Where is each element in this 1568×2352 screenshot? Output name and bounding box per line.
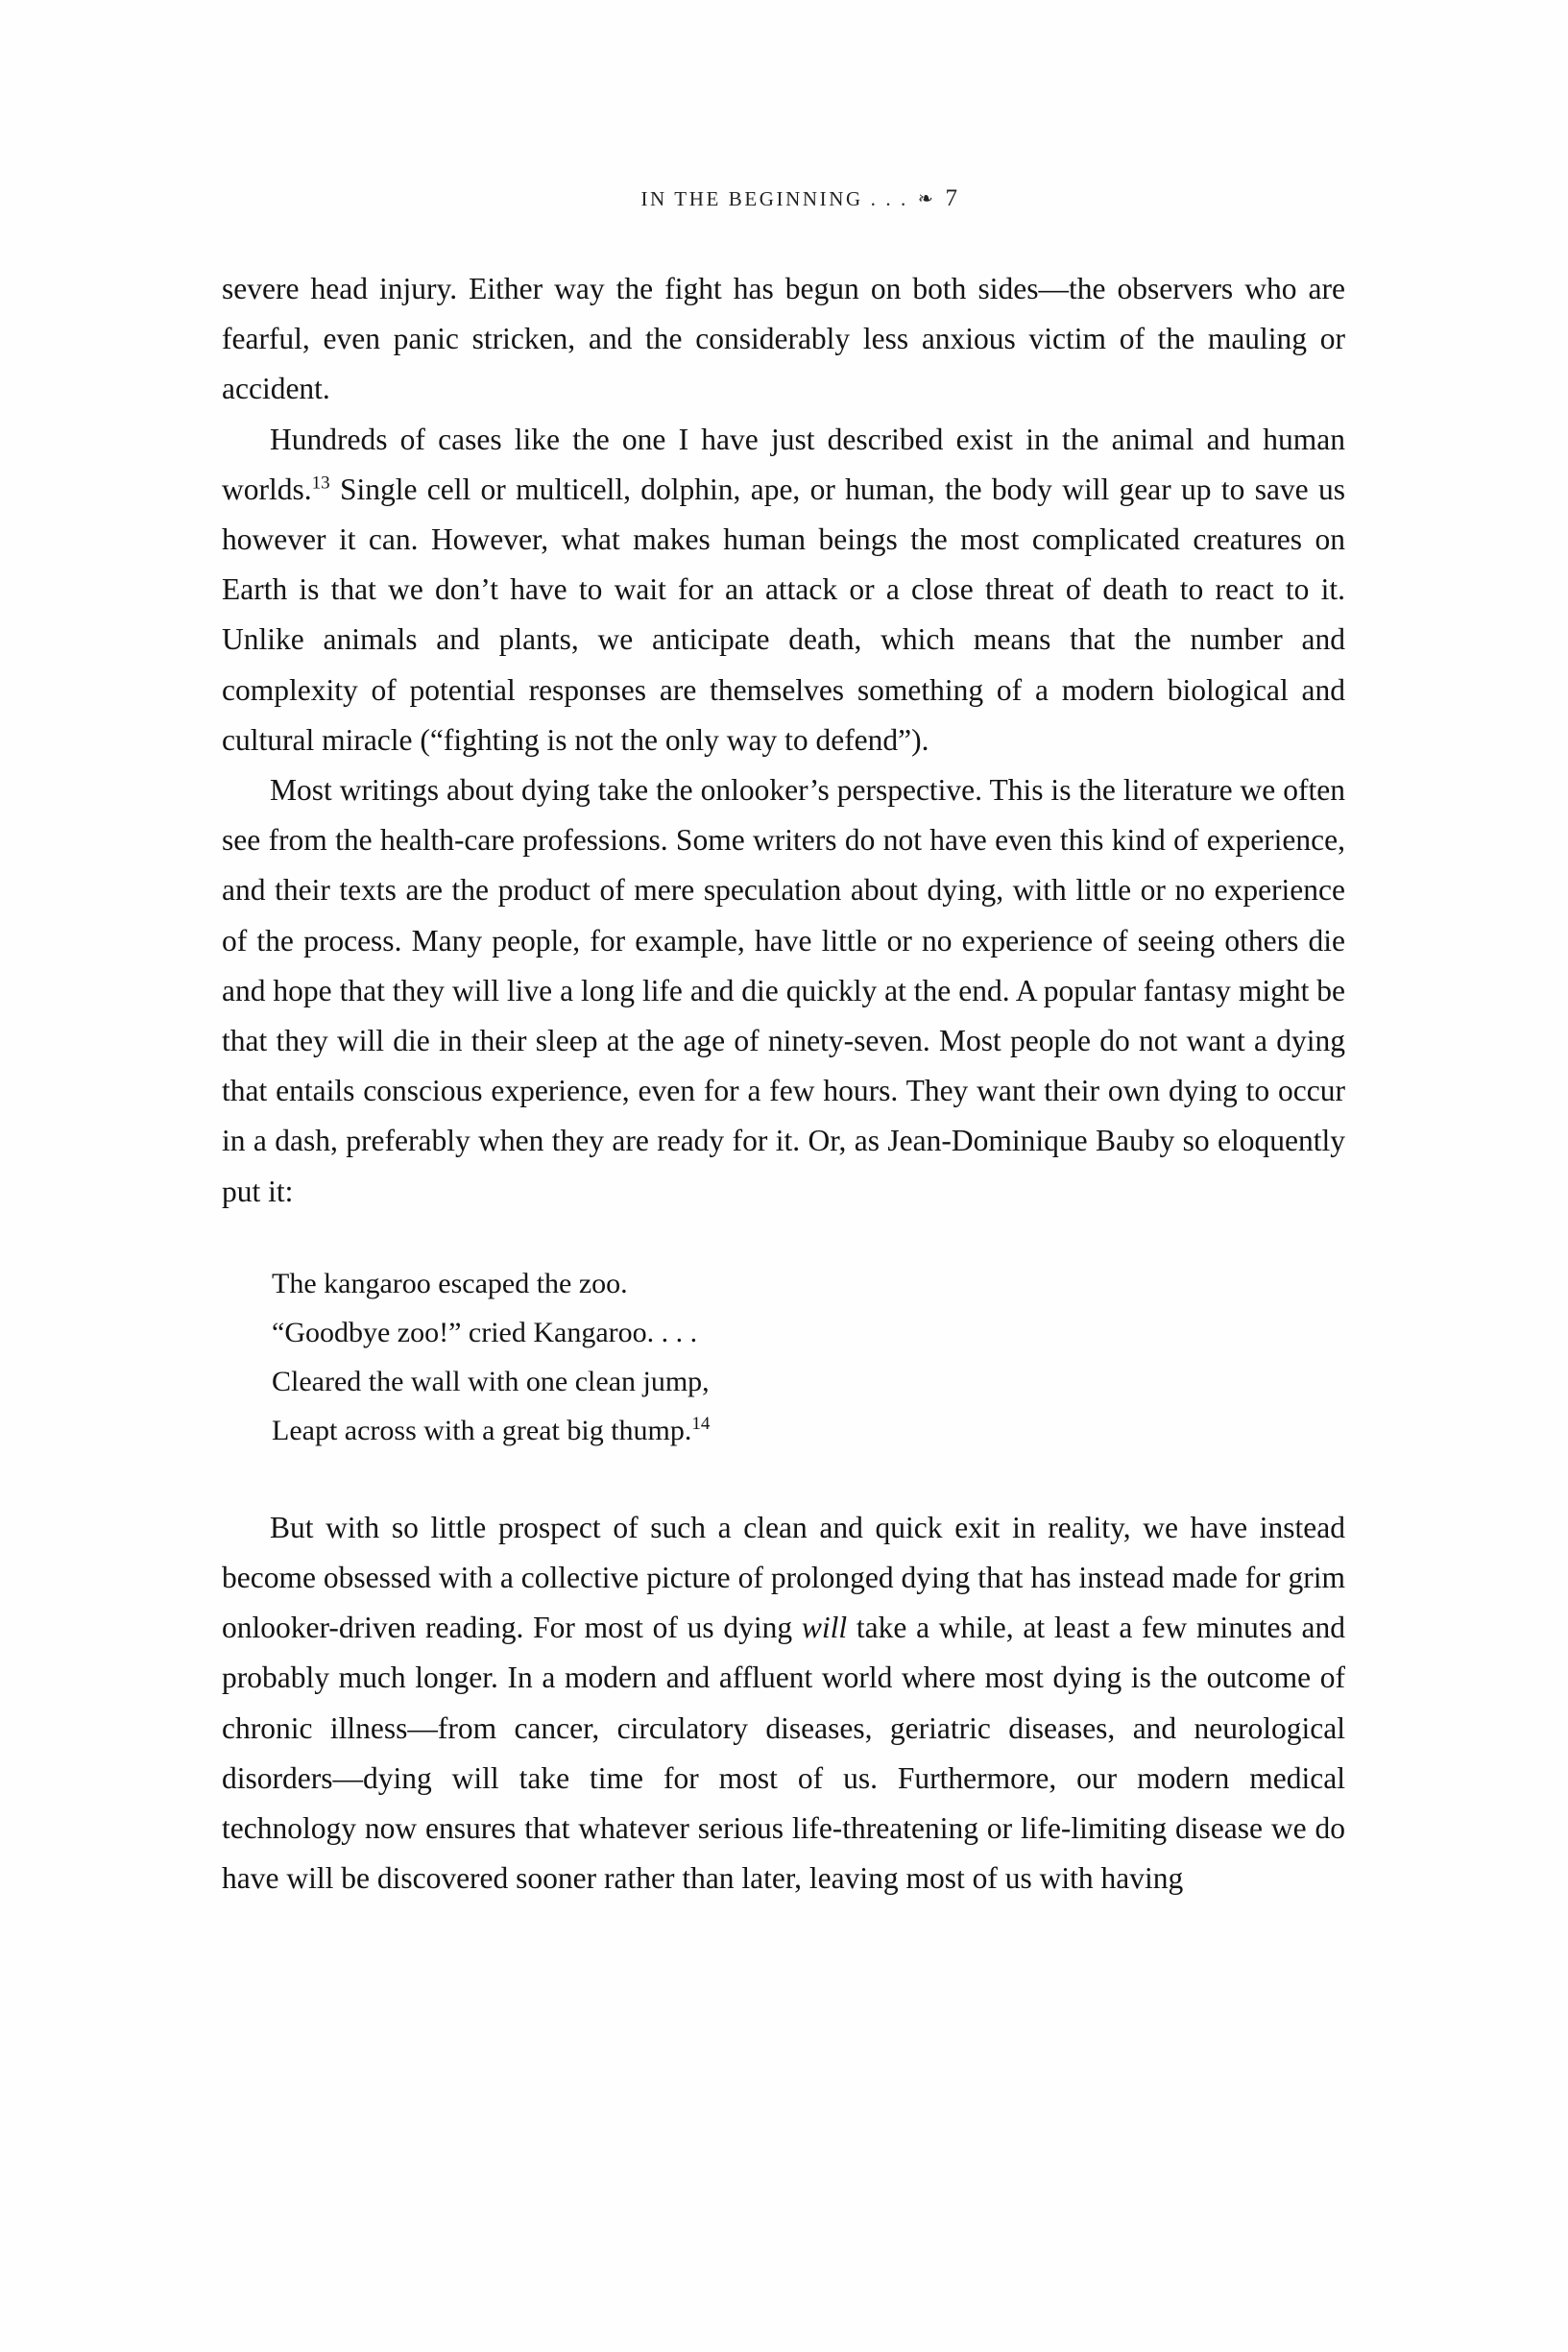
paragraph-2-text-before-note: Hundreds of cases like the one I have just described exist in the animal and human worlds. <box>222 422 1345 506</box>
paragraph-2 <box>222 415 1345 765</box>
block-quote-line-4 <box>272 1406 1345 1455</box>
running-head-title: IN THE BEGINNING . . . <box>640 187 908 210</box>
paragraph-3: Most writings about dying take the onlooker’s perspective. This is the literature we often see from the health-care professions. Some writers do not have even this kind of experience, and their texts are the product of mere speculation about dying, with little or no experience of the process. Many people, for example, have little or no experience of seeing others die and hope that they will live a long life and die quickly at the end. A popular fantasy might be that they will die in their sleep at the age of ninety-seven. Most people do not want a dying that entails conscious experience, even for a few hours. They want their own dying to occur in a dash, preferably when they are ready for it. Or, as Jean-Dominique Bauby so eloquently put it: <box>222 773 1345 1208</box>
paragraph-1: severe head injury. Either way the fight has begun on both sides—the observers who are fearful, even panic stricken, and the considerably less anxious victim of the mauling or accident. <box>222 272 1345 406</box>
block-quote-line-1: The kangaroo escaped the zoo. <box>272 1267 628 1299</box>
footnote-marker-14: 14 <box>691 1413 711 1434</box>
page-number: 7 <box>945 185 957 211</box>
paragraph-4-part2: take a while, at least a few minutes and probably much longer. In a modern and affluent world where most dying is the outcome of chronic illness—from cancer, circulatory diseases, geriatric diseases, and neurological disorders—dying will take time for most of us. Furthermore, our modern medical technology now ensures that whatever serious life-threatening or life-limiting disease we do have will be discovered sooner rather than later, leaving most of us with having <box>222 1611 1346 1896</box>
paragraph-4-part1: But with so little prospect of such a clean and quick exit in reality, we have instead become obsessed with a collective picture of prolonged dying that has instead made for grim onlooker-driven reading. For most of us dying <box>222 1510 1345 1645</box>
block-quote-line-2: “Goodbye zoo!” cried Kangaroo. . . . <box>272 1316 698 1348</box>
block-quote-line-4-text: Leapt across with a great big thump. <box>272 1414 692 1446</box>
block-quote <box>222 1259 1345 1455</box>
paragraph-4 <box>222 1503 1345 1904</box>
running-head <box>0 161 1568 236</box>
footnote-marker-13: 13 <box>311 473 330 494</box>
text-block <box>222 264 1345 1903</box>
ornament-icon: ❧ <box>917 189 936 209</box>
paragraph-4-emphasis: will <box>801 1611 848 1645</box>
block-quote-line-3: Cleared the wall with one clean jump, <box>272 1365 710 1397</box>
paragraph-2-text-after-note: Single cell or multicell, dolphin, ape, or human, the body will gear up to save us however it can. However, what makes human beings the most complicated creatures on Earth is that we don’t have to wait for an attack or a close threat of death to react to it. Unlike animals and plants, we anticipate death, which means that the number and complexity of potential responses are themselves something of a modern biological and cultural miracle (“fighting is not the only way to defend”). <box>222 472 1345 757</box>
